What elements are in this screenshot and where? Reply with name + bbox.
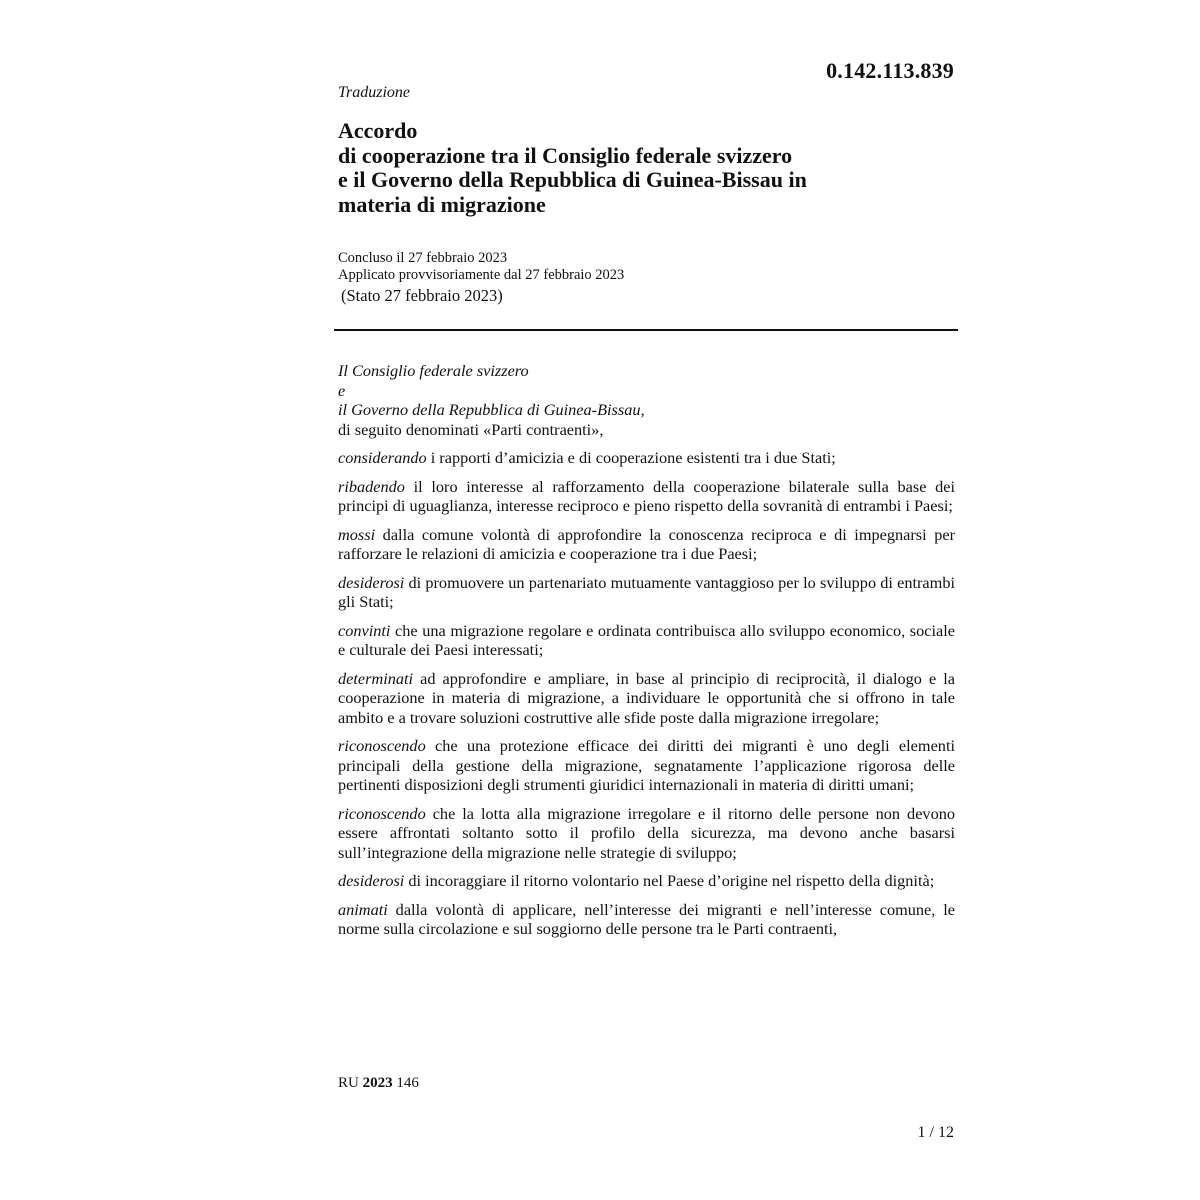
document-title <box>338 119 898 217</box>
official-compilation-reference <box>338 1075 419 1092</box>
ru-year: 2023 <box>362 1075 393 1091</box>
recital <box>338 804 955 863</box>
recital-lead: animati <box>338 899 388 919</box>
recital-lead: convinti <box>338 620 391 640</box>
recital <box>338 871 955 891</box>
concluded-date: Concluso il 27 febbraio 2023 <box>338 250 508 266</box>
header-divider <box>334 329 958 331</box>
recital-lead: desiderosi <box>338 572 405 592</box>
translation-label: Traduzione <box>338 84 411 101</box>
recital-lead: determinati <box>338 668 414 688</box>
recital-lead: mossi <box>338 524 376 544</box>
recital-lead: considerando <box>338 448 427 467</box>
recital <box>338 525 955 564</box>
recital-lead: ribadendo <box>338 476 405 496</box>
recital-text: di promuovere un partenariato mutuamente vantaggioso per lo sviluppo di entrambi gli Stati; <box>338 572 955 611</box>
sr-number: 0.142.113.839 <box>826 58 954 83</box>
ru-number: 146 <box>396 1075 419 1091</box>
parties-block <box>338 361 955 439</box>
recital <box>338 900 955 939</box>
recital-text: dalla comune volontà di approfondire la conoscenza reciproca e di impegnarsi per rafforzare le relazioni di amicizia e cooperazione tra i due Paesi; <box>338 524 955 563</box>
recital <box>338 573 955 612</box>
page-number: 1 / 12 <box>917 1124 954 1141</box>
parties-designation: di seguito denominati «Parti contraenti», <box>338 419 604 439</box>
document-meta <box>338 250 624 304</box>
recital-text: di incoraggiare il ritorno volontario nel Paese d’origine nel rispetto della dignità; <box>404 871 935 890</box>
title-line: materia di migrazione <box>338 191 546 217</box>
status-date: (Stato 27 febbraio 2023) <box>341 286 503 305</box>
recital-lead: riconoscendo <box>338 736 426 755</box>
recital <box>338 669 955 728</box>
recital-lead: desiderosi <box>338 871 405 890</box>
title-line: e il Governo della Repubblica di Guinea-Bissau in <box>338 167 807 192</box>
recital-text: ad approfondire e ampliare, in base al principio di reciprocità, il dialogo e la cooperazione in materia di migrazione, a individuare le opportunità che si offrono in tale ambito e a trovare soluzioni costruttive alle sfide poste dalla migrazione irregolare; <box>338 668 955 727</box>
recital-text: che la lotta alla migrazione irregolare e il ritorno delle persone non devono essere affrontati soltanto sotto il profilo della sicurezza, ma devono anche basarsi sull’integrazione della migrazione nelle strategie di sviluppo; <box>338 803 955 862</box>
recital-text: che una protezione efficace dei diritti dei migranti è uno degli elementi principali della gestione della migrazione, segnatamente l’applicazione rigorosa delle pertinenti disposizioni degli strumenti giuridici internazionali in materia di diritti umani; <box>338 736 955 794</box>
party-guinea-bissau-government: il Governo della Repubblica di Guinea-Bissau, <box>338 400 645 419</box>
applied-date: Applicato provvisoriamente dal 27 febbraio 2023 <box>338 267 625 283</box>
party-conjunction: e <box>338 380 346 400</box>
recital <box>338 736 955 795</box>
recital <box>338 448 955 468</box>
recital-text: i rapporti d’amicizia e di cooperazione esistenti tra i due Stati; <box>426 448 836 467</box>
title-line: Accordo <box>338 118 418 143</box>
recital-text: dalla volontà di applicare, nell’interesse dei migranti e nell’interesse comune, le norme sulla circolazione e sul soggiorno delle persone tra le Parti contraenti, <box>338 899 955 938</box>
preamble <box>338 361 955 939</box>
recital <box>338 477 955 516</box>
recital-text: il loro interesse al rafforzamento della cooperazione bilaterale sulla base dei principi di uguaglianza, interesse reciproco e pieno rispetto della sovranità di entrambi i Paesi; <box>338 476 955 515</box>
title-line: di cooperazione tra il Consiglio federale svizzero <box>338 142 793 168</box>
recital <box>338 621 955 660</box>
recital-text: che una migrazione regolare e ordinata contribuisca allo sviluppo economico, sociale e culturale dei Paesi interessati; <box>338 620 955 659</box>
recital-lead: riconoscendo <box>338 803 426 823</box>
ru-prefix: RU <box>338 1075 359 1091</box>
party-swiss-council: Il Consiglio federale svizzero <box>338 361 529 380</box>
